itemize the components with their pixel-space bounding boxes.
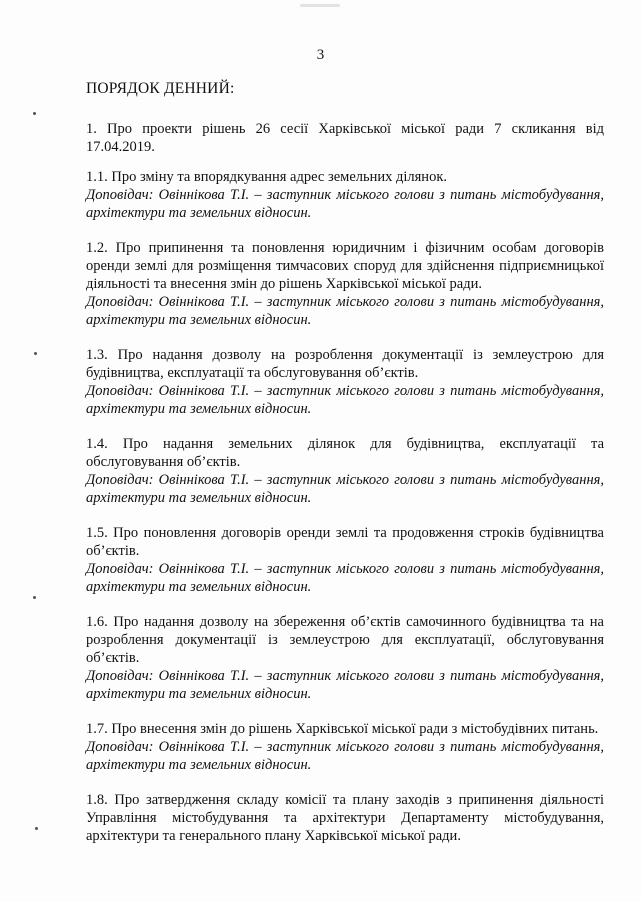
- agenda-item-title: 1.1. Про зміну та впорядкування адрес земельних ділянок.: [86, 169, 447, 185]
- agenda-content: [86, 120, 604, 862]
- page-number: 3: [316, 47, 325, 63]
- agenda-item-1-2: [86, 239, 604, 329]
- scan-smudge: [300, 4, 340, 7]
- agenda-item-speaker: Доповідач: Овіннікова Т.І. – заступник міського голови з питань містобудування, архітектури та земельних відносин.: [86, 472, 604, 506]
- agenda-item-1-1: [86, 168, 604, 222]
- scan-speck: [35, 827, 38, 830]
- agenda-intro: 1. Про проекти рішень 26 сесії Харківської міської ради 7 скликання від 17.04.2019.: [86, 121, 604, 155]
- agenda-heading: ПОРЯДОК ДЕННИЙ:: [86, 80, 235, 97]
- agenda-item-speaker: Доповідач: Овіннікова Т.І. – заступник міського голови з питань містобудування, архітектури та земельних відносин.: [86, 668, 604, 702]
- agenda-item-title: 1.7. Про внесення змін до рішень Харківської міської ради з містобудівних питань.: [86, 721, 599, 737]
- agenda-item-speaker: Доповідач: Овіннікова Т.І. – заступник міського голови з питань містобудування, архітектури та земельних відносин.: [86, 294, 604, 328]
- agenda-item-title: 1.5. Про поновлення договорів оренди землі та продовження строків будівництва об’єктів.: [86, 525, 604, 559]
- agenda-item-title: 1.3. Про надання дозволу на розроблення документації із землеустрою для будівництва, експлуатації та обслуговування об’єктів.: [86, 347, 604, 381]
- agenda-item-title: 1.6. Про надання дозволу на збереження об’єктів самочинного будівництва та на розроблення документації із землеустрою для експлуатації, обслуговування об’єктів.: [86, 614, 604, 666]
- scan-speck: [34, 352, 37, 355]
- agenda-item-speaker: Доповідач: Овіннікова Т.І. – заступник міського голови з питань містобудування, архітектури та земельних відносин.: [86, 739, 604, 773]
- agenda-item-1-5: [86, 524, 604, 596]
- scan-speck: [33, 596, 36, 599]
- agenda-item-speaker: Доповідач: Овіннікова Т.І. – заступник міського голови з питань містобудування, архітектури та земельних відносин.: [86, 187, 604, 221]
- agenda-item-1-3: [86, 346, 604, 418]
- agenda-item-title: 1.8. Про затвердження складу комісії та плану заходів з припинення діяльності Управління містобудування та архітектури Департаменту містобудування, архітектури та генерального плану Харківської міської ради.: [86, 792, 604, 844]
- agenda-item-1-6: [86, 613, 604, 703]
- agenda-item-speaker: Доповідач: Овіннікова Т.І. – заступник міського голови з питань містобудування, архітектури та земельних відносин.: [86, 383, 604, 417]
- agenda-item-1-8: [86, 791, 604, 845]
- agenda-item-1-7: [86, 720, 604, 774]
- agenda-item-1-4: [86, 435, 604, 507]
- scan-speck: [33, 112, 36, 115]
- agenda-item-speaker: Доповідач: Овіннікова Т.І. – заступник міського голови з питань містобудування, архітектури та земельних відносин.: [86, 561, 604, 595]
- agenda-item-title: 1.4. Про надання земельних ділянок для будівництва, експлуатації та обслуговування об’єктів.: [86, 436, 604, 470]
- agenda-item-title: 1.2. Про припинення та поновлення юридичним і фізичним особам договорів оренди землі для розміщення тимчасових споруд для здійснення підприємницької діяльності та внесення змін до рішень Харківської міської ради.: [86, 240, 604, 292]
